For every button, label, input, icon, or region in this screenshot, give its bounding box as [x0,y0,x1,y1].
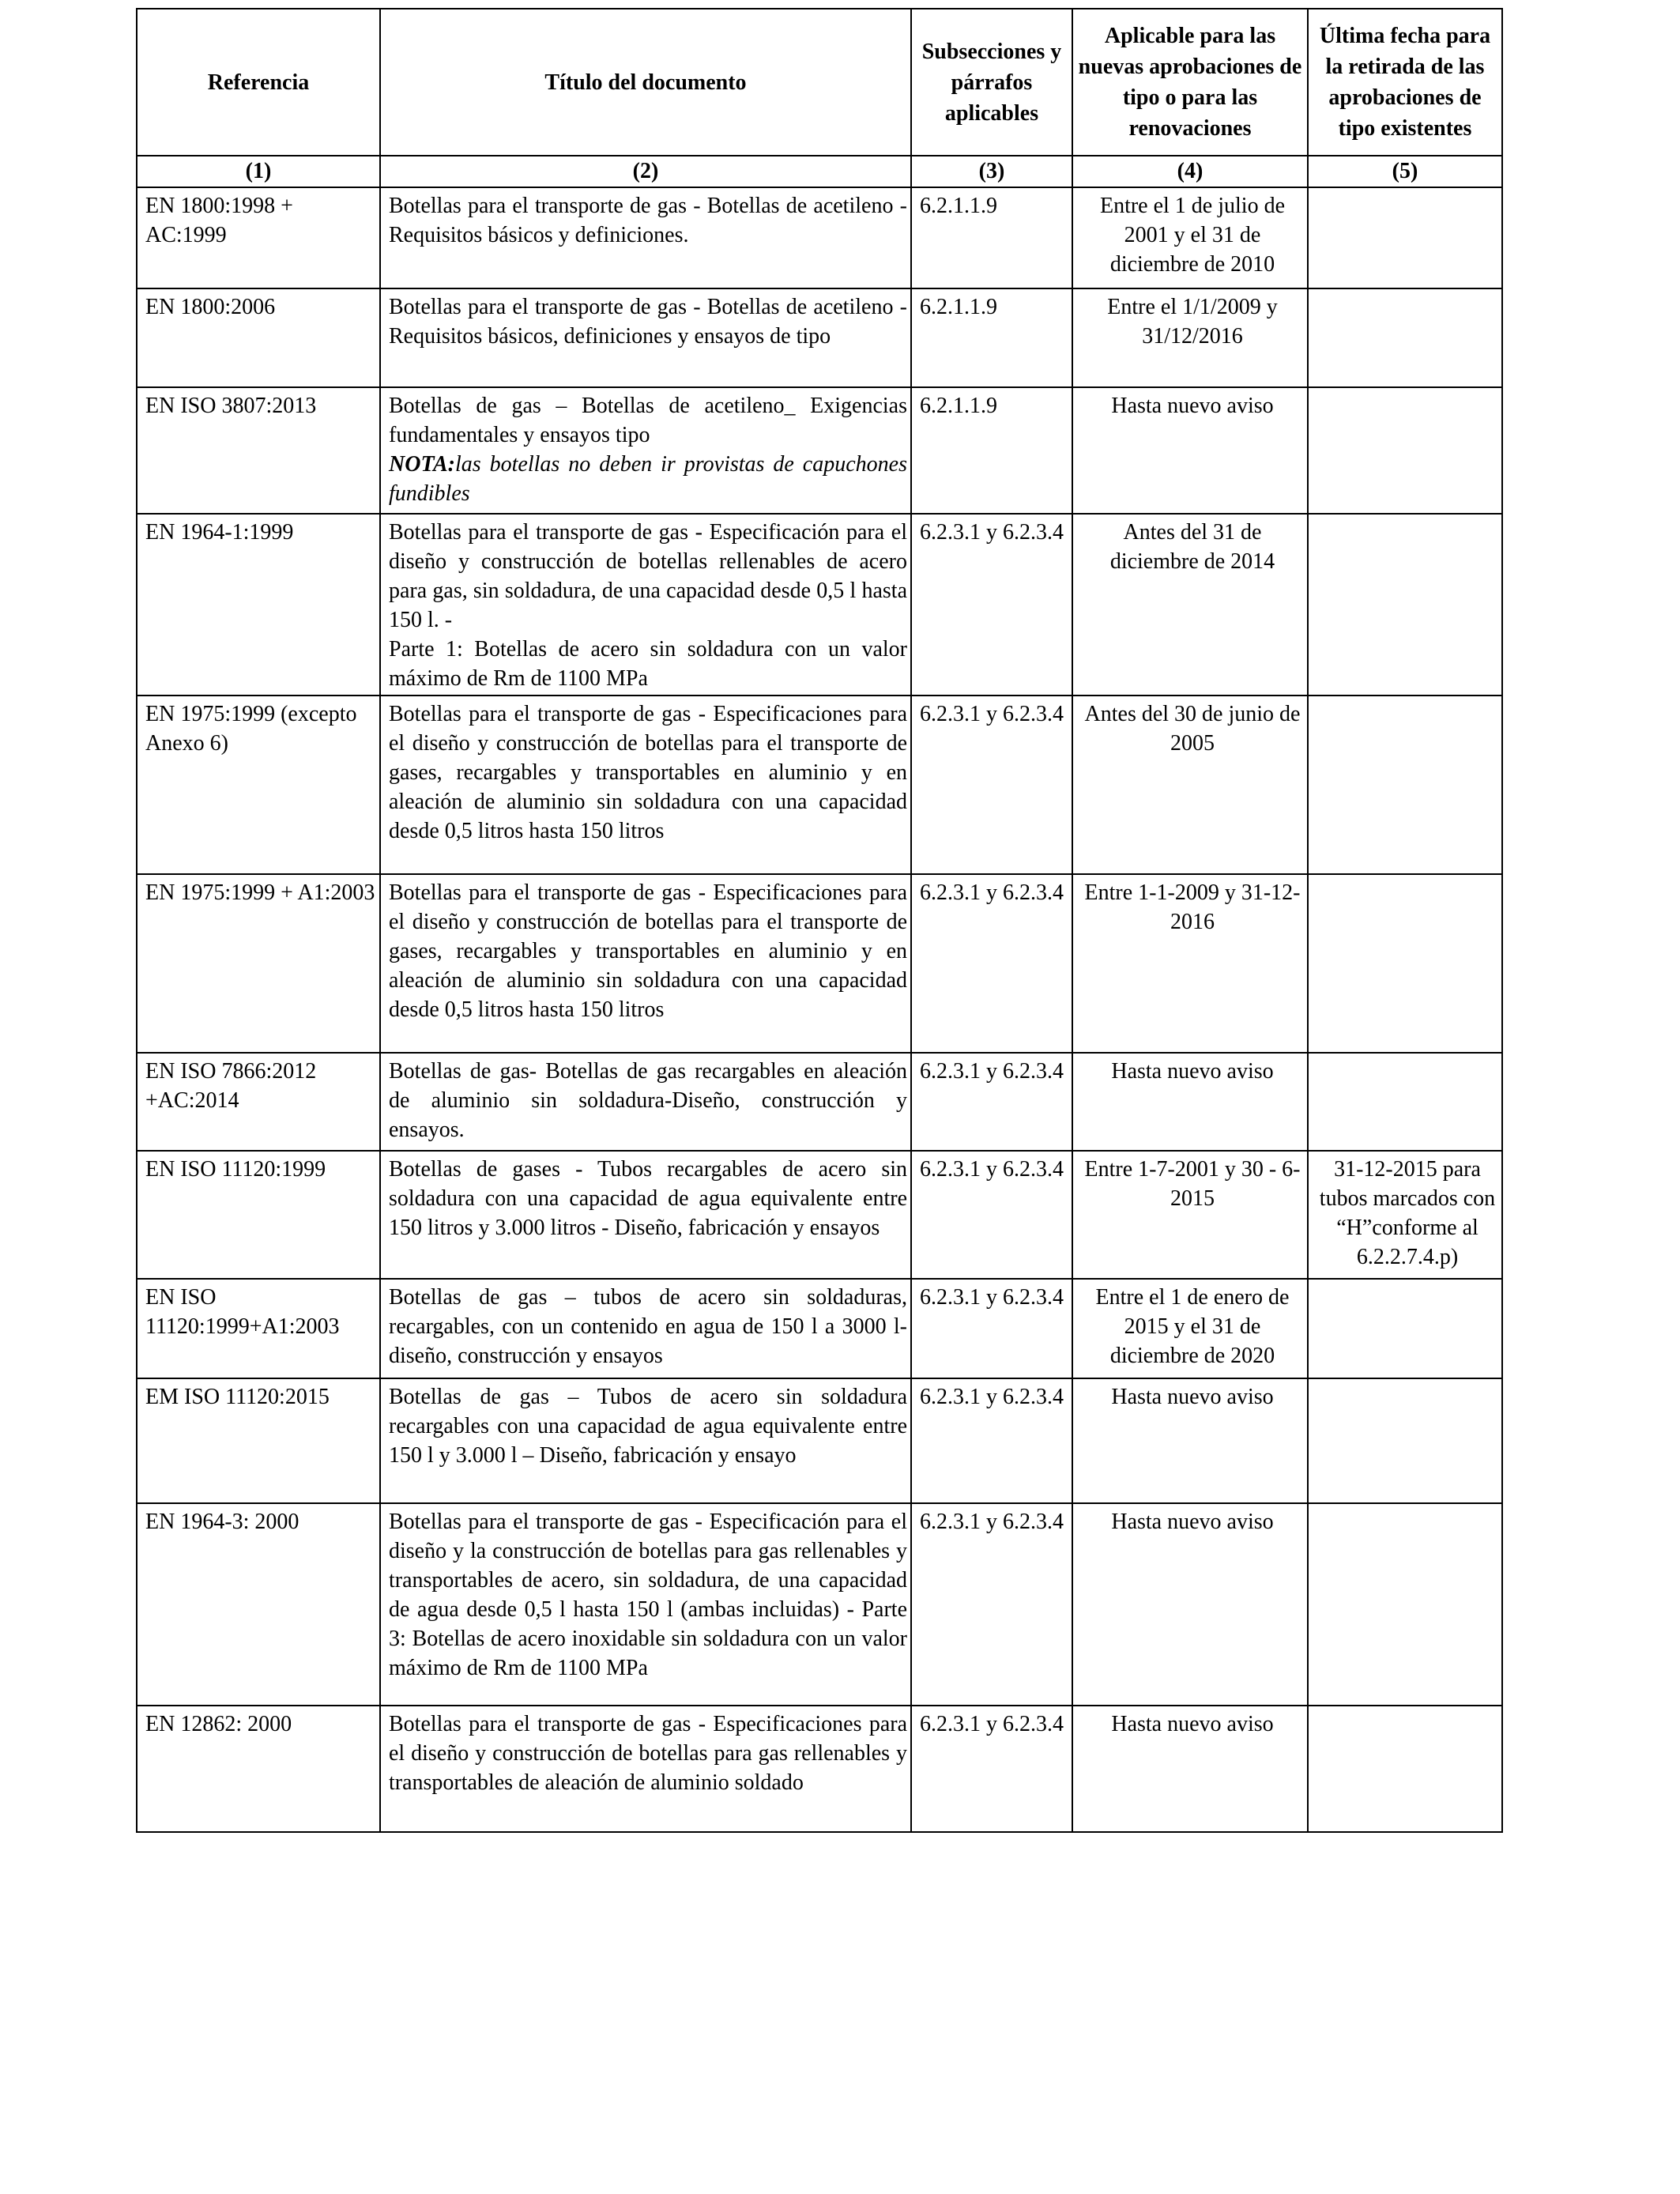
table-row [137,696,1502,874]
column-number: (3) [911,156,1072,187]
table-row [137,1378,1502,1503]
cell-titulo: Botellas para el transporte de gas - Botellas de acetileno - Requisitos básicos y definiciones. [380,187,911,288]
cell-referencia: EN 1975:1999 (excepto Anexo 6) [137,696,380,874]
cell-aplicable: Hasta nuevo aviso [1072,387,1308,514]
cell-aplicable: Hasta nuevo aviso [1072,1503,1308,1706]
column-number: (2) [380,156,911,187]
table-row [137,1706,1502,1832]
cell-ultima [1308,187,1502,288]
cell-aplicable: Entre 1-7-2001 y 30 - 6-2015 [1072,1151,1308,1279]
table-row [137,1151,1502,1279]
cell-aplicable: Entre 1-1-2009 y 31-12-2016 [1072,874,1308,1053]
cell-subsecciones: 6.2.1.1.9 [911,288,1072,387]
cell-ultima [1308,874,1502,1053]
cell-titulo [380,387,911,514]
table-row [137,187,1502,288]
column-number-row [137,156,1502,187]
table-row [137,514,1502,696]
cell-subsecciones: 6.2.3.1 y 6.2.3.4 [911,1378,1072,1503]
cell-titulo-text: Botellas para el transporte de gas - Especificación para el diseño y construcción de botellas rellenables de acero para gas, sin soldadura, de una capacidad desde 0,5 l hasta 150 l. - [389,520,907,632]
header-titulo: Título del documento [380,9,911,156]
header-ultima: Última fecha para la retirada de las aprobaciones de tipo existentes [1308,9,1502,156]
column-number: (4) [1072,156,1308,187]
cell-subsecciones: 6.2.3.1 y 6.2.3.4 [911,696,1072,874]
cell-aplicable: Hasta nuevo aviso [1072,1053,1308,1151]
nota-text: las botellas no deben ir provistas de capuchones fundibles [389,452,907,506]
cell-subsecciones: 6.2.3.1 y 6.2.3.4 [911,1279,1072,1378]
cell-titulo [380,514,911,696]
column-number: (1) [137,156,380,187]
cell-subsecciones: 6.2.3.1 y 6.2.3.4 [911,1706,1072,1832]
cell-referencia: EN 1800:1998 + AC:1999 [137,187,380,288]
table-row [137,1053,1502,1151]
cell-titulo: Botellas para el transporte de gas - Especificaciones para el diseño y construcción de botellas para el transporte de gases, recargables y transportables en aluminio y en aleación de aluminio sin soldadura con una capacidad desde 0,5 litros hasta 150 litros [380,696,911,874]
cell-titulo-text: Botellas de gas – Botellas de acetileno_ Exigencias fundamentales y ensayos tipo [389,394,907,447]
cell-subsecciones: 6.2.3.1 y 6.2.3.4 [911,1053,1072,1151]
cell-ultima [1308,1706,1502,1832]
cell-ultima [1308,288,1502,387]
cell-ultima [1308,1279,1502,1378]
table-row [137,1279,1502,1378]
cell-ultima [1308,696,1502,874]
header-aplicable: Aplicable para las nuevas aprobaciones de tipo o para las renovaciones [1072,9,1308,156]
cell-titulo: Botellas para el transporte de gas - Especificaciones para el diseño y construcción de botellas para gas rellenables y transportables de aleación de aluminio soldado [380,1706,911,1832]
cell-titulo: Botellas de gas – tubos de acero sin soldaduras, recargables, con un contenido en agua de 150 l a 3000 l- diseño, construcción y ensayos [380,1279,911,1378]
cell-titulo: Botellas de gas – Tubos de acero sin soldadura recargables con una capacidad de agua equivalente entre 150 l y 3.000 l – Diseño, fabricación y ensayo [380,1378,911,1503]
cell-subsecciones: 6.2.3.1 y 6.2.3.4 [911,514,1072,696]
header-subsecciones: Subsecciones y párrafos aplicables [911,9,1072,156]
cell-referencia: EN ISO 7866:2012 +AC:2014 [137,1053,380,1151]
cell-aplicable: Hasta nuevo aviso [1072,1378,1308,1503]
standards-table [136,8,1503,1833]
cell-titulo: Botellas para el transporte de gas - Especificaciones para el diseño y construcción de botellas para el transporte de gases, recargables y transportables en aluminio y en aleación de aluminio sin soldadura con una capacidad desde 0,5 litros hasta 150 litros [380,874,911,1053]
cell-referencia: EN ISO 11120:1999 [137,1151,380,1279]
cell-ultima [1308,1378,1502,1503]
cell-referencia: EN 1975:1999 + A1:2003 [137,874,380,1053]
cell-referencia: EN 1964-1:1999 [137,514,380,696]
cell-aplicable: Entre el 1 de enero de 2015 y el 31 de diciembre de 2020 [1072,1279,1308,1378]
cell-subsecciones: 6.2.1.1.9 [911,387,1072,514]
cell-aplicable: Entre el 1/1/2009 y 31/12/2016 [1072,288,1308,387]
nota-label: NOTA: [389,452,455,477]
header-referencia: Referencia [137,9,380,156]
cell-aplicable: Antes del 30 de junio de 2005 [1072,696,1308,874]
column-number: (5) [1308,156,1502,187]
cell-titulo: Botellas para el transporte de gas - Especificación para el diseño y la construcción de botellas para gas rellenables y transportables de acero, sin soldadura, de una capacidad de agua desde 0,5 l hasta 150 l (ambas incluidas) - Parte 3: Botellas de acero inoxidable sin soldadura con un valor máximo de Rm de 1100 MPa [380,1503,911,1706]
nota [389,450,907,508]
cell-subsecciones: 6.2.1.1.9 [911,187,1072,288]
cell-subsecciones: 6.2.3.1 y 6.2.3.4 [911,1151,1072,1279]
table-row [137,1503,1502,1706]
cell-ultima [1308,514,1502,696]
cell-ultima [1308,1503,1502,1706]
cell-referencia: EN 12862: 2000 [137,1706,380,1832]
cell-titulo-part: Parte 1: Botellas de acero sin soldadura con un valor máximo de Rm de 1100 MPa [389,637,907,691]
cell-titulo: Botellas de gases - Tubos recargables de acero sin soldadura con una capacidad de agua equivalente entre 150 litros y 3.000 litros - Diseño, fabricación y ensayos [380,1151,911,1279]
cell-referencia: EN ISO 11120:1999+A1:2003 [137,1279,380,1378]
table-row [137,874,1502,1053]
cell-ultima: 31-12-2015 para tubos marcados con “H”conforme al 6.2.2.7.4.p) [1308,1151,1502,1279]
cell-referencia: EM ISO 11120:2015 [137,1378,380,1503]
cell-subsecciones: 6.2.3.1 y 6.2.3.4 [911,874,1072,1053]
cell-ultima [1308,387,1502,514]
cell-subsecciones: 6.2.3.1 y 6.2.3.4 [911,1503,1072,1706]
cell-referencia: EN 1800:2006 [137,288,380,387]
table-row [137,288,1502,387]
cell-referencia: EN 1964-3: 2000 [137,1503,380,1706]
header-row [137,9,1502,156]
table-row [137,387,1502,514]
cell-titulo: Botellas de gas- Botellas de gas recargables en aleación de aluminio sin soldadura-Diseño, construcción y ensayos. [380,1053,911,1151]
cell-titulo: Botellas para el transporte de gas - Botellas de acetileno - Requisitos básicos, definiciones y ensayos de tipo [380,288,911,387]
cell-referencia: EN ISO 3807:2013 [137,387,380,514]
cell-ultima [1308,1053,1502,1151]
cell-aplicable: Hasta nuevo aviso [1072,1706,1308,1832]
cell-aplicable: Entre el 1 de julio de 2001 y el 31 de diciembre de 2010 [1072,187,1308,288]
cell-aplicable: Antes del 31 de diciembre de 2014 [1072,514,1308,696]
